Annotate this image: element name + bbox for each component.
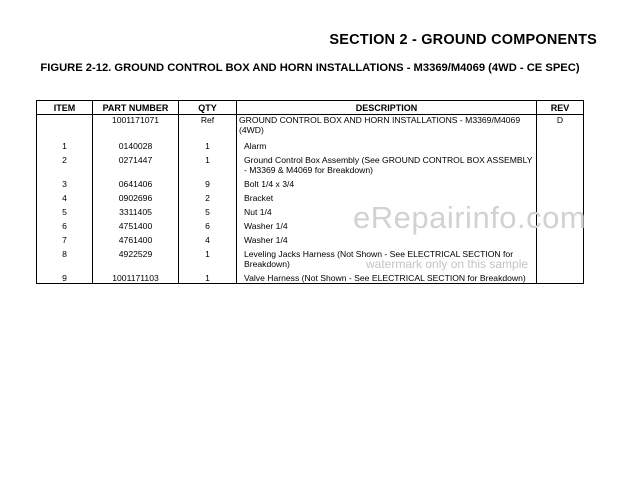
cell-part-number: 1001171103: [93, 269, 179, 284]
table-header-row: [37, 101, 584, 115]
cell-description: Valve Harness (Not Shown - See ELECTRICAL SECTION for Breakdown): [237, 269, 537, 284]
cell-item: 9: [37, 269, 93, 284]
cell-description: Washer 1/4: [237, 231, 537, 245]
cell-item: 4: [37, 189, 93, 203]
cell-part-number: 0902696: [93, 189, 179, 203]
cell-rev: [537, 245, 584, 269]
cell-item: 6: [37, 217, 93, 231]
cell-description: Washer 1/4: [237, 217, 537, 231]
cell-qty: 1: [179, 151, 237, 175]
cell-item: 8: [37, 245, 93, 269]
section-title: SECTION 2 - GROUND COMPONENTS: [329, 32, 597, 48]
cell-description: Ground Control Box Assembly (See GROUND CONTROL BOX ASSEMBLY - M3369 & M4069 for Breakdown): [237, 151, 537, 175]
watermark-sub: watermark only on this sample: [366, 257, 529, 271]
cell-part-number: 0140028: [93, 135, 179, 151]
cell-rev: [537, 151, 584, 175]
cell-qty: Ref: [179, 115, 237, 136]
cell-item: 3: [37, 175, 93, 189]
cell-rev: [537, 175, 584, 189]
cell-item: 7: [37, 231, 93, 245]
header-item: ITEM: [37, 101, 93, 115]
cell-part-number: 4761400: [93, 231, 179, 245]
cell-qty: 9: [179, 175, 237, 189]
cell-rev: [537, 269, 584, 284]
cell-description: Bracket: [237, 189, 537, 203]
cell-description: Alarm: [237, 135, 537, 151]
header-qty: QTY: [179, 101, 237, 115]
cell-description: Leveling Jacks Harness (Not Shown - See ELECTRICAL SECTION for Breakdown): [237, 245, 537, 269]
cell-rev: [537, 135, 584, 151]
table-row: [37, 269, 584, 284]
cell-description: GROUND CONTROL BOX AND HORN INSTALLATIONS - M3369/M4069 (4WD): [237, 115, 537, 136]
cell-part-number: 4922529: [93, 245, 179, 269]
cell-rev: D: [537, 115, 584, 136]
figure-title: FIGURE 2-12. GROUND CONTROL BOX AND HORN INSTALLATIONS - M3369/M4069 (4WD - CE SPEC): [40, 62, 580, 74]
cell-part-number: 1001171071: [93, 115, 179, 136]
cell-part-number: 4751400: [93, 217, 179, 231]
cell-item: [37, 115, 93, 136]
header-rev: REV: [537, 101, 584, 115]
cell-item: 5: [37, 203, 93, 217]
cell-part-number: 0641406: [93, 175, 179, 189]
cell-qty: 5: [179, 203, 237, 217]
cell-description: Nut 1/4: [237, 203, 537, 217]
cell-qty: 1: [179, 245, 237, 269]
cell-qty: 1: [179, 269, 237, 284]
cell-description: Bolt 1/4 x 3/4: [237, 175, 537, 189]
table-row: [37, 151, 584, 175]
cell-item: 2: [37, 151, 93, 175]
table-row: [37, 135, 584, 151]
cell-qty: 4: [179, 231, 237, 245]
table-row: [37, 115, 584, 136]
cell-qty: 6: [179, 217, 237, 231]
cell-qty: 1: [179, 135, 237, 151]
watermark: eRepairinfo.com: [353, 200, 587, 235]
cell-part-number: 0271447: [93, 151, 179, 175]
header-part-number: PART NUMBER: [93, 101, 179, 115]
table-row: [37, 175, 584, 189]
cell-item: 1: [37, 135, 93, 151]
cell-qty: 2: [179, 189, 237, 203]
cell-part-number: 3311405: [93, 203, 179, 217]
header-description: DESCRIPTION: [237, 101, 537, 115]
